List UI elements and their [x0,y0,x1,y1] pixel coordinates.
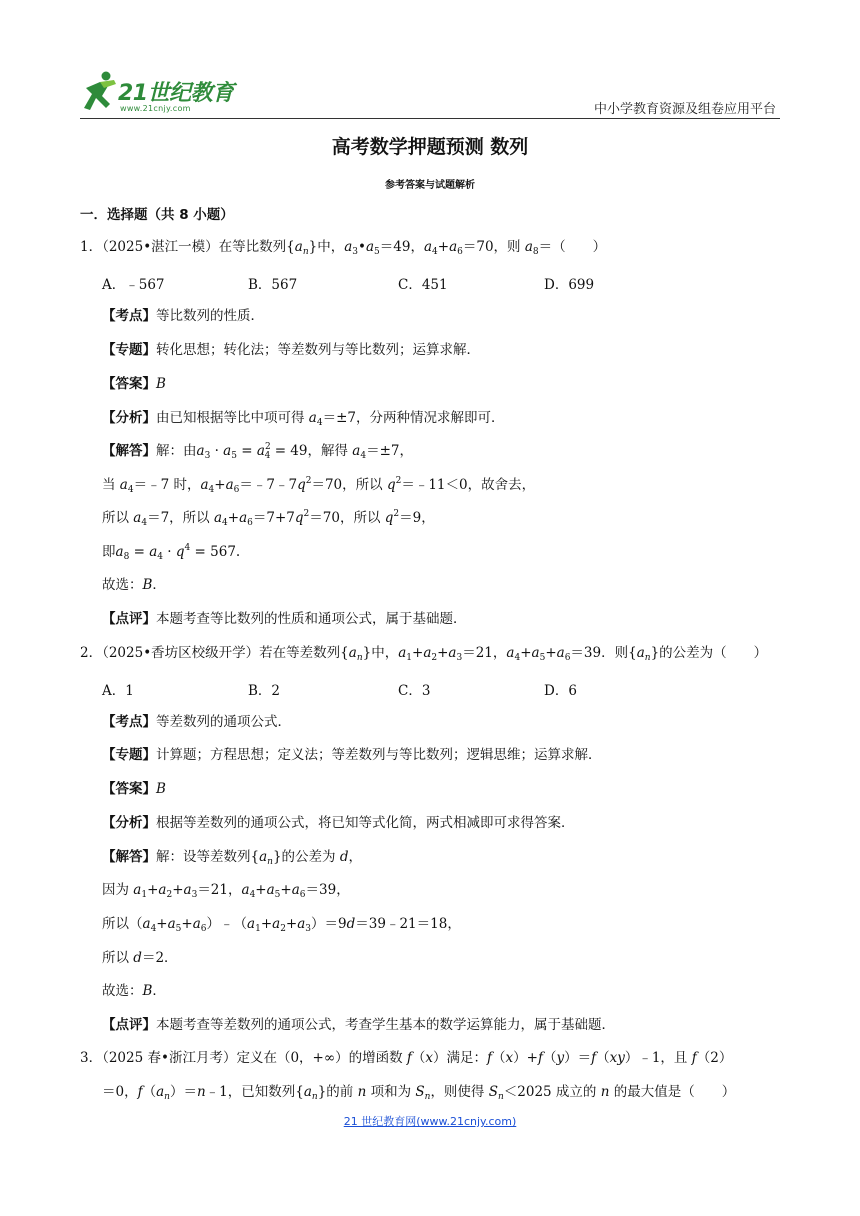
q1-zhuanti: 【专题】转化思想；转化法；等差数列与等比数列；运算求解． [102,342,480,358]
q1-dianping: 【点评】本题考查等比数列的性质和通项公式，属于基础题． [102,611,467,627]
q1-answer: 【答案】B [102,376,166,392]
runner-logo-icon [80,70,120,114]
logo-text: 21世纪教育 [118,81,234,106]
q2-step2: 所以$(a_4+a_5+a_6)﹣(a_1+a_2+a_3)=9d=39﹣21=18$， [102,916,461,934]
header-divider [80,118,780,119]
section-heading: 一．选择题（共 8 小题） [80,207,234,223]
q1-step1: 当 $a_4=﹣7$ 时，$a_4+a_6=﹣7﹣7q^2=70$，所以 $q^2=﹣11<0$，故舍去， [102,476,536,495]
q2-option-c[interactable]: C．3 [398,683,431,699]
q2-option-d[interactable]: D．6 [544,683,577,699]
footer-link[interactable]: 21 世纪教育网(www.21cnjy.com) [343,1115,517,1128]
q1-option-a[interactable]: A．﹣567 [102,277,165,293]
q2-zhuanti: 【专题】计算题；方程思想；定义法；等差数列与等比数列；逻辑思维；运算求解． [102,747,602,763]
q2-dianping: 【点评】本题考查等差数列的通项公式，考查学生基本的数学运算能力，属于基础题． [102,1017,615,1033]
q1-kaodian: 【考点】等比数列的性质． [102,308,264,324]
q1-option-d[interactable]: D．699 [544,277,595,293]
q2-step1: 因为 $a_1+a_2+a_3=21$，$a_4+a_5+a_6=39$， [102,882,350,900]
q2-step3: 所以 d＝2． [102,950,178,966]
q1-option-b[interactable]: B．567 [248,277,298,293]
q2-option-b[interactable]: B．2 [248,683,281,699]
q1-jieda: 【解答】解：由$a_3 \cdot a_5 = a^2_4 = 49$，解得 $a_4=\pm 7$， [102,442,413,461]
logo-url: www.21cnjy.com [120,104,191,113]
q1-step2: 所以 $a_4=7$，所以 $a_4+a_6=7+7q^2=70$，所以 $q^2=9$， [102,509,435,528]
platform-name: 中小学教育资源及组卷应用平台 [593,102,776,117]
q3-stem-line2: ＝0，$f(a_n)=n﹣1$，已知数列$\{a_n\}$的前 n 项和为 $S_n$，则使得 $S_n<2025$ 成立的 n 的最大值是（ ） [102,1084,736,1102]
page-title: 高考数学押题预测 数列 [331,136,529,158]
page-subtitle: 参考答案与试题解析 [385,180,475,191]
q2-choose: 故选：B． [102,983,166,999]
q1-choose: 故选：B． [102,577,166,593]
q1-fenxi: 【分析】由已知根据等比中项可得 $a_4=\pm 7$，分两种情况求解即可． [102,410,505,428]
q1-option-c[interactable]: C．451 [398,277,448,293]
page-header [80,70,780,120]
site-logo[interactable] [80,70,250,116]
q1-step3: 即$a_8 = a_4 \cdot q^4 = 567$. [102,543,241,562]
q3-stem-line1: 3．（2025 春•浙江月考）定义在（0，+∞）的增函数 f（x）满足：f（x）+f（y）＝f（xy）﹣1，且 f（2） [80,1050,733,1066]
q2-option-a[interactable]: A．1 [102,683,134,699]
q2-kaodian: 【考点】等差数列的通项公式． [102,714,291,730]
q2-jieda: 【解答】解：设等差数列$\{a_n\}$的公差为 d， [102,849,362,867]
q1-stem: 1．（2025•湛江一模）在等比数列$\{a_n\}$中，$a_3•a_5=49$，$a_4+a_6=70$，则 $a_8=$（ ） [80,239,607,257]
q2-stem: 2．（2025•香坊区校级开学）若在等差数列$\{a_n\}$中，$a_1+a_2+a_3=21$，$a_4+a_5+a_6=39$．则$\{a_n\}$的公差为（ ） [80,645,768,663]
q2-fenxi: 【分析】根据等差数列的通项公式，将已知等式化简，两式相减即可求得答案． [102,815,575,831]
q2-answer: 【答案】B [102,781,166,797]
